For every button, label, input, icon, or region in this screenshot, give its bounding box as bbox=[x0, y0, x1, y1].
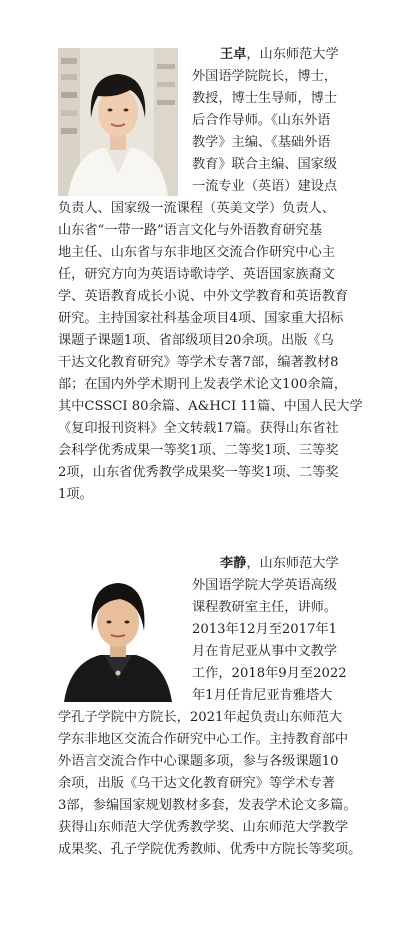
bio-line: 余项，出版《乌干达文化教育研究》等学术专著 bbox=[58, 776, 335, 791]
bio-line: 学东非地区交流合作研究中心工作。主持教育部中 bbox=[58, 732, 349, 747]
bio-line: 学孔子学院中方院长，2021年起负责山东师范大 bbox=[58, 710, 343, 725]
bio-line: 外语言交流合作中心课题多项，参与各级课题10 bbox=[58, 754, 339, 769]
bio-line: 外国语学院大学英语高级 bbox=[192, 578, 338, 593]
bio-line: 1项。 bbox=[58, 487, 93, 502]
portrait-photo bbox=[58, 48, 178, 196]
bio-line: 课题子课题1项、省部级项目20余项。出版《乌 bbox=[58, 333, 334, 348]
bio-line: 教授，博士生导师，博士 bbox=[192, 91, 338, 106]
person-name: 王卓 bbox=[220, 47, 247, 62]
bio-line: 研究。主持国家社科基金项目4项、国家重大招标 bbox=[58, 311, 344, 326]
bio-line: 地主任、山东省与东非地区交流合作研究中心主 bbox=[58, 245, 335, 260]
person-name: 李静 bbox=[220, 556, 247, 571]
bio-line: 王卓，山东师范大学 bbox=[220, 47, 339, 62]
bio-line: 李静，山东师范大学 bbox=[220, 556, 339, 571]
bio-line: 工作，2018年9月至2022 bbox=[192, 666, 347, 681]
bio-line: 《复印报刊资料》全文转载17篇。获得山东省社 bbox=[58, 421, 339, 436]
bio-line: 负责人、国家级一流课程（英美文学）负责人、 bbox=[58, 201, 335, 216]
bio-line: 山东省“一带一路”语言文化与外语教育研究基 bbox=[58, 223, 323, 238]
bio-line: 月在肯尼亚从事中文教学 bbox=[192, 644, 338, 659]
bio-line: 成果奖、孔子学院优秀教师、优秀中方院长等奖项。 bbox=[58, 842, 362, 857]
bio-line: 课程教研室主任，讲师。 bbox=[192, 600, 338, 615]
bio-line: 后合作导师。《山东外语 bbox=[192, 113, 331, 128]
bio-line: 会科学优秀成果一等奖1项、二等奖1项、三等奖 bbox=[58, 443, 339, 458]
bio-line: 年1月任肯尼亚肯雅塔大 bbox=[192, 688, 333, 703]
bio-line: 其中CSSCI 80余篇、A&HCI 11篇、中国人民大学 bbox=[58, 399, 363, 414]
bio-line: 获得山东师范大学优秀教学奖、山东师范大学教学 bbox=[58, 820, 349, 835]
bio-line: 干达文化教育研究》等学术专著7部，编著教材8 bbox=[58, 355, 339, 370]
bio-line: 任，研究方向为英语诗歌诗学、英语国家族裔文 bbox=[58, 267, 335, 282]
bio-line: 外国语学院院长，博士， bbox=[192, 69, 338, 84]
bio-line: 教学》主编、《基础外语 bbox=[192, 135, 331, 150]
bio-line: 学、英语教育成长小说、中外文学教育和英语教育 bbox=[58, 289, 349, 304]
bio-line: 2项，山东省优秀教学成果奖一等奖1项、二等奖 bbox=[58, 465, 339, 480]
bio-line: 教育》联合主编、国家级 bbox=[192, 157, 338, 172]
bio-line: 2013年12月至2017年1 bbox=[192, 622, 338, 637]
bio-line: 部；在国内外学术期刊上发表学术论文100余篇， bbox=[58, 377, 347, 392]
bio-line: 一流专业（英语）建设点 bbox=[192, 179, 338, 194]
bio-line: 3部，参编国家规划教材多套，发表学术论文多篇。 bbox=[58, 798, 357, 813]
portrait-photo bbox=[58, 567, 178, 702]
